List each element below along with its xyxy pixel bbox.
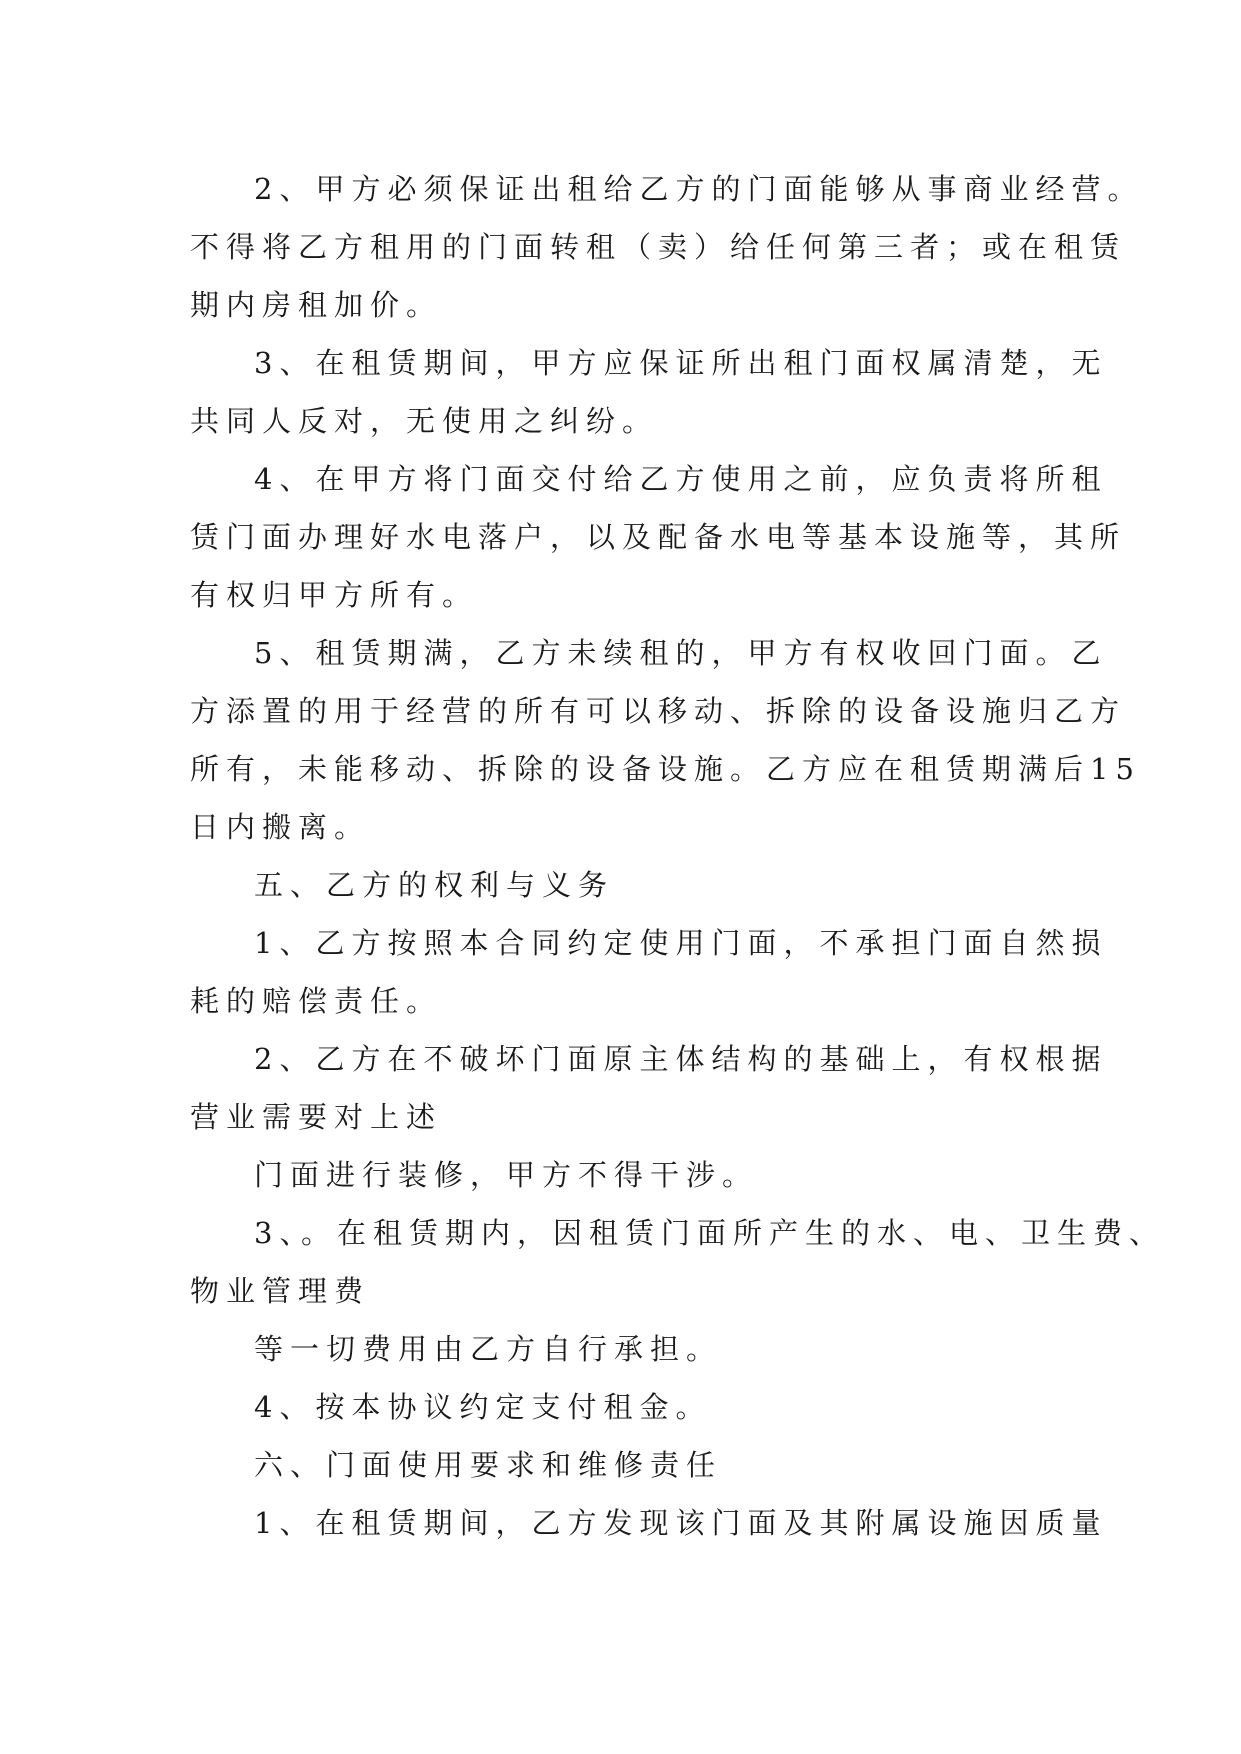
paragraph-clause-5-3: [190, 1204, 1165, 1320]
text-line: 1、乙方按照本合同约定使用门面，不承担门面自然损: [254, 926, 1108, 960]
section-heading: 六、门面使用要求和维修责任: [254, 1448, 723, 1482]
section-heading-5: [190, 856, 1060, 914]
paragraph-clause-5-4: [190, 1378, 1060, 1436]
paragraph-clause-4-4: [190, 450, 1127, 624]
paragraph-clause-4-2: [190, 160, 1144, 334]
paragraph-clause-5-1: [190, 914, 1108, 1030]
section-heading-6: [190, 1436, 1060, 1494]
text-line: 物业管理费: [190, 1274, 371, 1308]
paragraph-clause-5-3-cont: [190, 1320, 1060, 1378]
text-line: 1、在租赁期间，乙方发现该门面及其附属设施因质量: [254, 1506, 1108, 1540]
text-line: 赁门面办理好水电落户，以及配备水电等基本设施等，其所: [190, 520, 1127, 554]
text-line: 4、按本协议约定支付租金。: [254, 1390, 712, 1424]
text-line: 不得将乙方租用的门面转租（卖）给任何第三者；或在租赁: [190, 230, 1127, 264]
text-line: 耗的赔偿责任。: [190, 984, 443, 1018]
text-line: 4、在甲方将门面交付给乙方使用之前，应负责将所租: [254, 462, 1108, 496]
section-heading: 五、乙方的权利与义务: [254, 868, 615, 902]
paragraph-clause-4-3: [190, 334, 1108, 450]
text-line: 日内搬离。: [190, 810, 371, 844]
paragraph-clause-4-5: [190, 624, 1141, 856]
text-line: 方添置的用于经营的所有可以移动、拆除的设备设施归乙方: [190, 694, 1127, 728]
text-line: 门面进行装修，甲方不得干涉。: [254, 1158, 759, 1192]
text-line: 共同人反对，无使用之纠纷。: [190, 404, 659, 438]
text-line: 营业需要对上述: [190, 1100, 443, 1134]
text-line: 3、。在租赁期内，因租赁门面所产生的水、电、卫生费、: [254, 1216, 1165, 1250]
paragraph-clause-5-2-cont: [190, 1146, 1060, 1204]
document-body: [190, 160, 1165, 1552]
text-line: 期内房租加价。: [190, 288, 443, 322]
text-line: 有权归甲方所有。: [190, 578, 479, 612]
text-line: 所有，未能移动、拆除的设备设施。乙方应在租赁期满后15: [190, 752, 1141, 786]
paragraph-clause-5-2: [190, 1030, 1108, 1146]
text-line: 等一切费用由乙方自行承担。: [254, 1332, 723, 1366]
text-line: 2、甲方必须保证出租给乙方的门面能够从事商业经营。: [254, 172, 1144, 206]
text-line: 2、乙方在不破坏门面原主体结构的基础上，有权根据: [254, 1042, 1108, 1076]
text-line: 5、租赁期满，乙方未续租的，甲方有权收回门面。乙: [254, 636, 1108, 670]
text-line: 3、在租赁期间，甲方应保证所出租门面权属清楚，无: [254, 346, 1108, 380]
paragraph-clause-6-1: [190, 1494, 1108, 1552]
